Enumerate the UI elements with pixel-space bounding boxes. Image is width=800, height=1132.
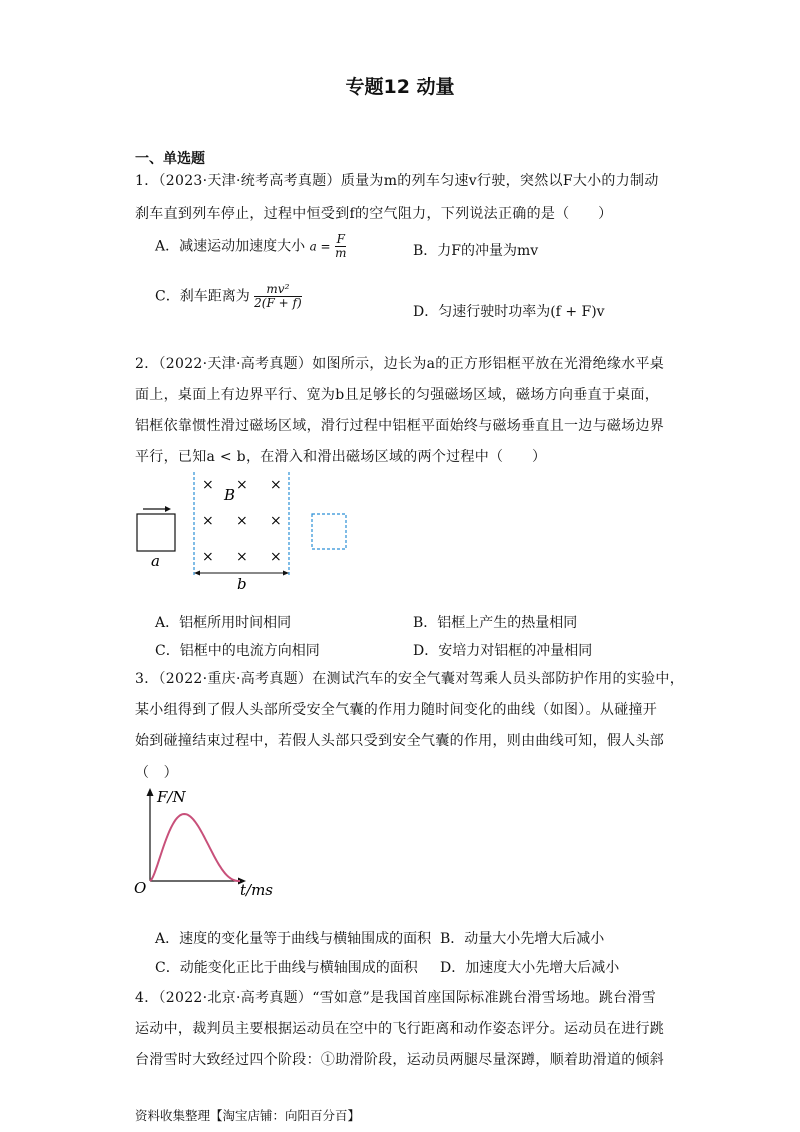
q4-line-2: 运动中，裁判员主要根据运动员在空中的飞行距离和动作姿态评分。运动员在进行跳	[135, 1021, 665, 1037]
q2-magnetic-field-figure	[125, 470, 365, 592]
q2-line-2: 面上，桌面上有边界平行、宽为b且足够长的匀强磁场区域，磁场方向垂直于桌面，	[135, 387, 660, 403]
x-axis-label: t/ms	[240, 881, 274, 898]
velocity-arrow-head	[165, 506, 171, 512]
q2-option-d[interactable]: D．安培力对铝框的冲量相同	[413, 643, 593, 659]
origin-label: O	[134, 879, 147, 897]
q3-line-2: 某小组得到了假人头部所受安全气囊的作用力随时间变化的曲线（如图）。从碰撞开	[135, 702, 658, 718]
q1-option-c-text: C．刹车距离为	[155, 288, 250, 305]
q2-option-c[interactable]: C．铝框中的电流方向相同	[155, 643, 320, 659]
q2-line-3: 铝框依靠惯性滑过磁场区域，滑行过程中铝框平面始终与磁场垂直且一边与磁场边界	[135, 418, 665, 434]
field-cross: ×	[236, 477, 248, 493]
q1-option-c-numerator: mv²	[266, 282, 290, 296]
q3-option-d[interactable]: D．加速度大小先增大后减小	[440, 960, 620, 976]
width-arrow-left-head	[194, 571, 200, 576]
field-cross: ×	[270, 513, 282, 529]
footer-credit: 资料收集整理【淘宝店铺：向阳百分百】	[135, 1108, 361, 1123]
width-arrow-right-head	[283, 571, 289, 576]
q1-option-c-fraction	[254, 283, 301, 310]
q3-line-1: 3．（2022·重庆·高考真题）在测试汽车的安全气囊对驾乘人员头部防护作用的实验中，	[135, 671, 685, 687]
aluminum-frame-square	[137, 514, 175, 551]
field-cross: ×	[202, 513, 214, 529]
q1-line-2: 刹车直到列车停止，过程中恒受到f的空气阻力，下列说法正确的是（ ）	[135, 206, 613, 222]
q1-line-1: 1．（2023·天津·统考高考真题）质量为m的列车匀速v行驶，突然以F大小的力制动	[135, 173, 659, 189]
q1-option-c[interactable]	[155, 283, 302, 310]
q2-line-1: 2．（2022·天津·高考真题）如图所示，边长为a的正方形铝框平放在光滑绝缘水平桌	[135, 356, 665, 372]
q3-option-c[interactable]: C．动能变化正比于曲线与横轴围成的面积	[155, 960, 418, 976]
field-cross: ×	[270, 549, 282, 565]
q2-option-b[interactable]: B．铝框上产生的热量相同	[413, 615, 578, 631]
q1-option-a[interactable]	[155, 233, 346, 260]
q3-option-b[interactable]: B．动量大小先增大后减小	[440, 931, 605, 947]
force-curve	[150, 814, 240, 881]
field-cross: ×	[236, 513, 248, 529]
q1-option-a-numerator: F	[336, 232, 345, 246]
q1-option-a-fraction	[335, 233, 346, 260]
frame-exit-position	[312, 514, 346, 549]
q3-force-time-graph	[130, 786, 280, 898]
q1-option-b[interactable]: B．力F的冲量为mv	[413, 243, 539, 259]
page-title: 专题12 动量	[345, 76, 455, 98]
field-cross: ×	[202, 549, 214, 565]
y-axis-label: F/N	[157, 788, 186, 806]
field-cross: ×	[202, 477, 214, 493]
field-cross: ×	[270, 477, 282, 493]
q1-option-a-denominator: m	[335, 246, 347, 260]
q1-option-c-denominator: 2(F + f)	[254, 296, 302, 310]
label-a: a	[151, 552, 160, 570]
q4-line-3: 台滑雪时大致经过四个阶段：①助滑阶段，运动员两腿尽量深蹲，顺着助滑道的倾斜	[135, 1052, 665, 1068]
section-heading: 一、单选题	[135, 151, 205, 167]
q1-option-a-expr: a =	[309, 239, 331, 254]
y-axis-arrow	[147, 788, 154, 796]
q2-line-4: 平行，已知a < b，在滑入和滑出磁场区域的两个过程中（ ）	[135, 449, 547, 465]
q3-line-4: （ ）	[135, 765, 178, 781]
q3-option-a[interactable]: A．速度的变化量等于曲线与横轴围成的面积	[155, 931, 432, 947]
q3-line-3: 始到碰撞结束过程中，若假人头部只受到安全气囊的作用，则由曲线可知，假人头部	[135, 733, 665, 749]
label-b: b	[237, 575, 247, 592]
label-B: B	[224, 486, 236, 504]
q2-option-a[interactable]: A．铝框所用时间相同	[155, 615, 292, 631]
q4-line-1: 4．（2022·北京·高考真题）“雪如意”是我国首座国际标准跳台滑雪场地。跳台滑雪	[135, 990, 657, 1006]
field-cross: ×	[236, 549, 248, 565]
q1-option-a-text: A．减速运动加速度大小	[155, 238, 306, 255]
q1-option-d[interactable]: D．匀速行驶时功率为(f + F)v	[413, 304, 605, 320]
